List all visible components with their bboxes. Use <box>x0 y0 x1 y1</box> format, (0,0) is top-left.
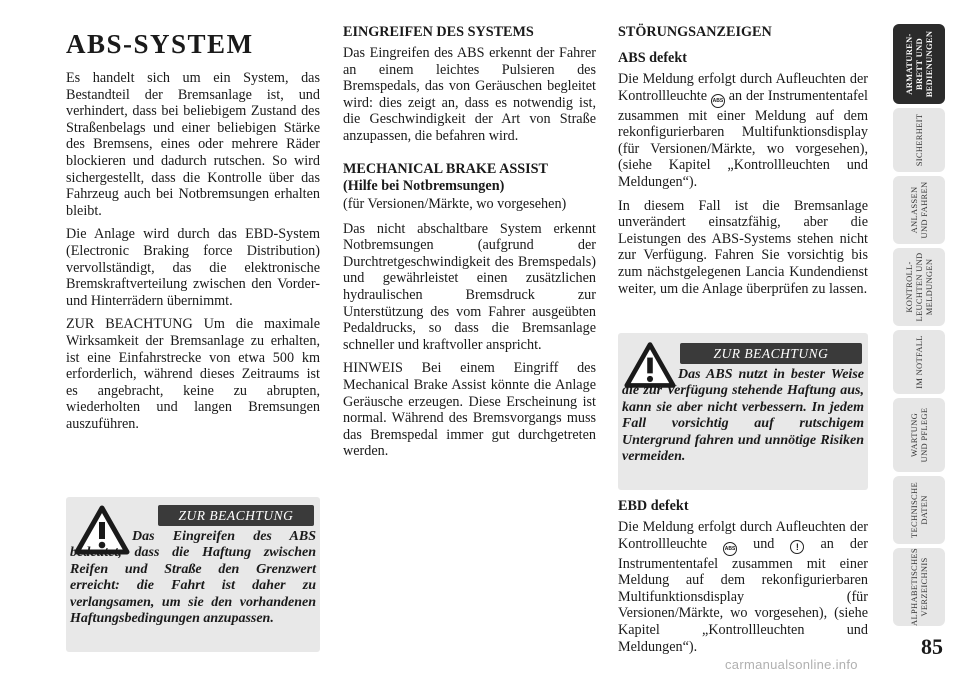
abs-warning-lamp-icon: ABS <box>723 542 737 556</box>
heading-brake-assist-sub-text: (Hilfe bei Notbremsungen) <box>343 177 505 194</box>
tab-safety[interactable] <box>893 108 945 172</box>
heading-brake-assist: MECHANICAL BRAKE ASSIST <box>343 160 548 177</box>
heading-fault-indication: STÖRUNGSANZEIGEN <box>618 24 772 40</box>
abs-fault-text-b: an der Instrumententafel zusammen mit einer Meldung auf dem rekonfigurierbaren Multifunktionsdisplay (für Versionen/Märkte, wo vorgesehen), (siehe Kapitel „Kontrollleuchten und Meldungen“). <box>618 87 868 190</box>
warning-box-2 <box>618 333 868 490</box>
paragraph-abs-fault-consequence: In diesem Fall ist die Bremsanlage unverändert einsatzfähig, aber die Leistungen des ABS-Systems stehen nicht zur Verfügung. Fahren Sie vorsichtig bis zum nächstgelegenen Lancia Kundendienst weiter, um die Anlage überprüfen zu lassen. <box>618 197 868 297</box>
paragraph-brake-assist-note: HINWEIS Bei einem Eingriff des Mechanical Brake Assist könnte die Anlage Geräusche erzeugen. Diese Erscheinung ist normal. Während des Bremsvorgangs muss das Bremspedal immer gut durchgetreten werden. <box>343 360 596 460</box>
chapter-tabs <box>893 24 945 630</box>
tab-starting-driving[interactable] <box>893 176 945 244</box>
tab-label: ANLASSEN UND FAHREN <box>909 181 929 239</box>
tab-emergency[interactable] <box>893 330 945 394</box>
heading-abs-fault: ABS defekt <box>618 50 687 66</box>
warning-header: ZUR BEACHTUNG <box>680 343 862 364</box>
heading-brake-assist-sub <box>343 178 596 195</box>
paragraph-abs-fault <box>618 71 868 191</box>
paragraph-abs-intro: Es handelt sich um ein System, das Bestandteil der Bremsanlage ist, und verhindert, dass bei beliebigem Zustand des Straßenbelags und einer beliebigen Stärke des Bremsens, eines oder mehrere Räder blockieren und dadurch rutschen. So wird sichergestellt, dass die Kontrolle über das Fahrzeug auch bei Notbremsungen erhalten bleibt. <box>66 70 320 219</box>
column-1 <box>66 24 320 439</box>
paragraph-ebd: Die Anlage wird durch das EBD-System (Electronic Braking force Distribution) vervollständigt, das die elektronische Bremskraftverteilung zwischen den Vorder- und Hinterrädern übernimmt. <box>66 226 320 309</box>
tab-index[interactable] <box>893 548 945 626</box>
abs-fault-text-a: Die Meldung erfolgt durch Aufleuchten der Kontrollleuchte <box>618 71 868 104</box>
tab-label: TECHNISCHE DATEN <box>909 482 929 538</box>
tab-label: WARTUNG UND PFLEGE <box>909 407 929 463</box>
column-3 <box>618 24 868 304</box>
tab-label: KONTROLL- LEUCHTEN UND MELDUNGEN <box>904 252 934 322</box>
paragraph-note-break-in: ZUR BEACHTUNG Um die maximale Wirksamkeit der Bremsanlage zu erhalten, ist eine Einfahrstrecke von etwa 500 km erforderlich, während dieses Zeitraums ist es angebracht, keine zu abrupten, wiederholten und langen Bremsungen auszuführen. <box>66 316 320 432</box>
tab-technical-data[interactable] <box>893 476 945 544</box>
tab-label: ARMATUREN- BRETT UND BEDIENUNGEN <box>904 30 934 98</box>
warning-box-1 <box>66 497 320 652</box>
watermark: carmanualsonline.info <box>725 657 858 672</box>
ebd-fault-text-and: und <box>753 535 775 552</box>
heading-ebd-fault: EBD defekt <box>618 498 689 514</box>
ebd-fault-text-c: an der Instrumententafel zusammen mit einer Meldung auf dem rekonfigurierbaren Multifunktionsdisplay (für Versionen/Märkte, wo vorgesehen), (siehe Kapitel „Kontrollleuchten und Meldungen“). <box>618 535 868 655</box>
tab-warning-lights[interactable] <box>893 248 945 326</box>
tab-dashboard-controls[interactable] <box>893 24 945 104</box>
paragraph-ebd-fault <box>618 519 868 655</box>
column-3-continued <box>618 498 868 662</box>
warning-text: Das ABS nutzt in bester Weise die zur Verfügung stehende Haftung aus, kann sie aber nicht verbessern. In jedem Fall vorsichtig auf rutschigem Untergrund fahren und unnötige Risiken vermeiden. <box>622 367 864 465</box>
ebd-fault-text-a: Die Meldung erfolgt durch Aufleuchten der Kontrollleuchte <box>618 519 868 552</box>
warning-text: Das Eingreifen des ABS bedeutet, dass die Haftung zwischen Reifen und Straße den Grenzwert erreicht: die Fahrt ist daher zu verlangsamen, um sie den vorhandenen Haftungsbedingungen anzupassen. <box>70 529 316 627</box>
abs-warning-lamp-icon: ABS <box>711 94 725 108</box>
tab-maintenance[interactable] <box>893 398 945 472</box>
column-2 <box>343 24 596 467</box>
tab-label: IM NOTFALL <box>914 335 924 389</box>
paragraph-brake-assist: Das nicht abschaltbare System erkennt Notbremsungen (aufgrund der Durchtretgeschwindigkeit des Bremspedals) und gewährleistet einen zusätzlichen hydraulischen Bremsdruck zur Unterstützung des vom Fahrer ausgeübten Pedaldrucks, so dass die Bremsanlage schneller und kraftvoller anspricht. <box>343 220 596 353</box>
page-number: 85 <box>921 634 943 659</box>
heading-system-intervention: EINGREIFEN DES SYSTEMS <box>343 24 534 40</box>
page-title: ABS-SYSTEM <box>66 29 254 59</box>
warning-header: ZUR BEACHTUNG <box>158 505 314 526</box>
tab-label: ALPHABETISCHES VERZEICHNIS <box>909 548 929 626</box>
brake-warning-lamp-icon: ! <box>790 540 804 554</box>
paragraph-market-note: (für Versionen/Märkte, wo vorgesehen) <box>343 195 567 212</box>
paragraph-system-intervention: Das Eingreifen des ABS erkennt der Fahrer an einem leichtes Pulsieren des Bremspedals, das von Geräuschen begleitet wird: dies zeigt an, dass es notwendig ist, die Geschwindigkeit der Art von Straße anzupassen, die befahren wird. <box>343 45 596 144</box>
tab-label: SICHERHEIT <box>914 113 924 167</box>
